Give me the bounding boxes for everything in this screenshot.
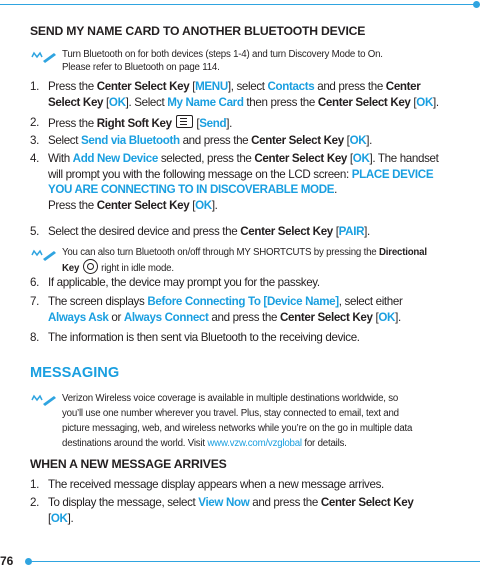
note-pen-icon [30, 49, 58, 65]
step-number: 7. [30, 295, 39, 308]
note-line: picture messaging, web, and wireless networks while you’re on the go in multiple data [62, 423, 413, 434]
step-2 [30, 115, 450, 132]
note-line: Turn Bluetooth on for both devices (steps 1-4) and turn Discovery Mode to On. [62, 49, 383, 60]
step-8 [30, 330, 450, 346]
note-line: destinations around the world. Visit www.vzw.com/vzglobal for details. [62, 438, 347, 449]
page-number: 76 [0, 554, 14, 568]
message-step-1 [30, 477, 450, 493]
step-text: To display the message, select View Now and press the Center Select Key [OK]. [48, 496, 414, 525]
step-text: The information is then sent via Bluetooth to the receiving device. [48, 331, 360, 344]
note-bluetooth-setup [62, 48, 383, 74]
step-text: The screen displays Before Connecting To [Device Name], select either Always Ask or Always Connect and press the Center Select Key [OK]. [48, 295, 403, 324]
step-text: With Add New Device selected, press the Center Select Key [OK]. The handset will prompt you with the following message on the LCD screen: PLACE DEVICE YOU ARE CONNECTING TO IN DISCOVERABLE MODE. Press the Center Select Key [OK]. [48, 152, 439, 212]
step-text: If applicable, the device may prompt you for the passkey. [48, 276, 320, 289]
step-number: 6. [30, 276, 39, 289]
note-line: Verizon Wireless voice coverage is available in multiple destinations worldwide, so [62, 393, 399, 404]
note-line: you’ll use one number wherever you travel. Plus, stay connected to email, text and [62, 408, 399, 419]
step-6 [30, 275, 450, 291]
note-line: Please refer to Bluetooth on page 114. [62, 62, 220, 73]
step-text: Select the desired device and press the Center Select Key [PAIR]. [48, 225, 370, 238]
step-1 [30, 79, 450, 110]
top-rule [0, 4, 480, 5]
step-number: 4. [30, 152, 39, 165]
section-title-name-card: SEND MY NAME CARD TO ANOTHER BLUETOOTH DEVICE [30, 24, 366, 38]
step-number: 3. [30, 134, 39, 147]
top-rule-dot [473, 1, 480, 8]
vzglobal-link[interactable]: www.vzw.com/vzglobal [207, 438, 302, 449]
note-verizon-coverage [62, 391, 462, 451]
step-5 [30, 224, 450, 240]
message-step-2 [30, 495, 450, 526]
note-shortcuts [62, 246, 442, 275]
step-number: 1. [30, 80, 39, 93]
step-text: Press the Center Select Key [MENU], select Contacts and press the Center Select Key [OK]. Select My Name Card then press the Center Select Key [OK]. [48, 80, 439, 109]
subheading-new-message: WHEN A NEW MESSAGE ARRIVES [30, 457, 227, 471]
step-text: The received message display appears when a new message arrives. [48, 478, 384, 491]
step-number: 8. [30, 331, 39, 344]
step-text: Select Send via Bluetooth and press the Center Select Key [OK]. [48, 134, 373, 147]
step-number: 5. [30, 225, 39, 238]
bottom-rule [29, 561, 480, 562]
right-soft-key-icon [176, 115, 193, 128]
step-number: 2. [30, 496, 39, 509]
step-number: 1. [30, 478, 39, 491]
step-4 [30, 151, 450, 213]
note-pen-icon [30, 247, 58, 263]
note-pen-icon [30, 392, 58, 408]
step-text: Press the Right Soft Key [Send]. [48, 117, 232, 130]
section-heading-messaging: MESSAGING [30, 365, 120, 381]
step-number: 2. [30, 116, 39, 129]
directional-key-icon [83, 259, 98, 274]
step-7 [30, 294, 450, 325]
note-line: You can also turn Bluetooth on/off through MY SHORTCUTS by pressing the Directional [62, 247, 427, 258]
step-3 [30, 133, 450, 149]
note-line: Key right in idle mode. [62, 259, 442, 275]
